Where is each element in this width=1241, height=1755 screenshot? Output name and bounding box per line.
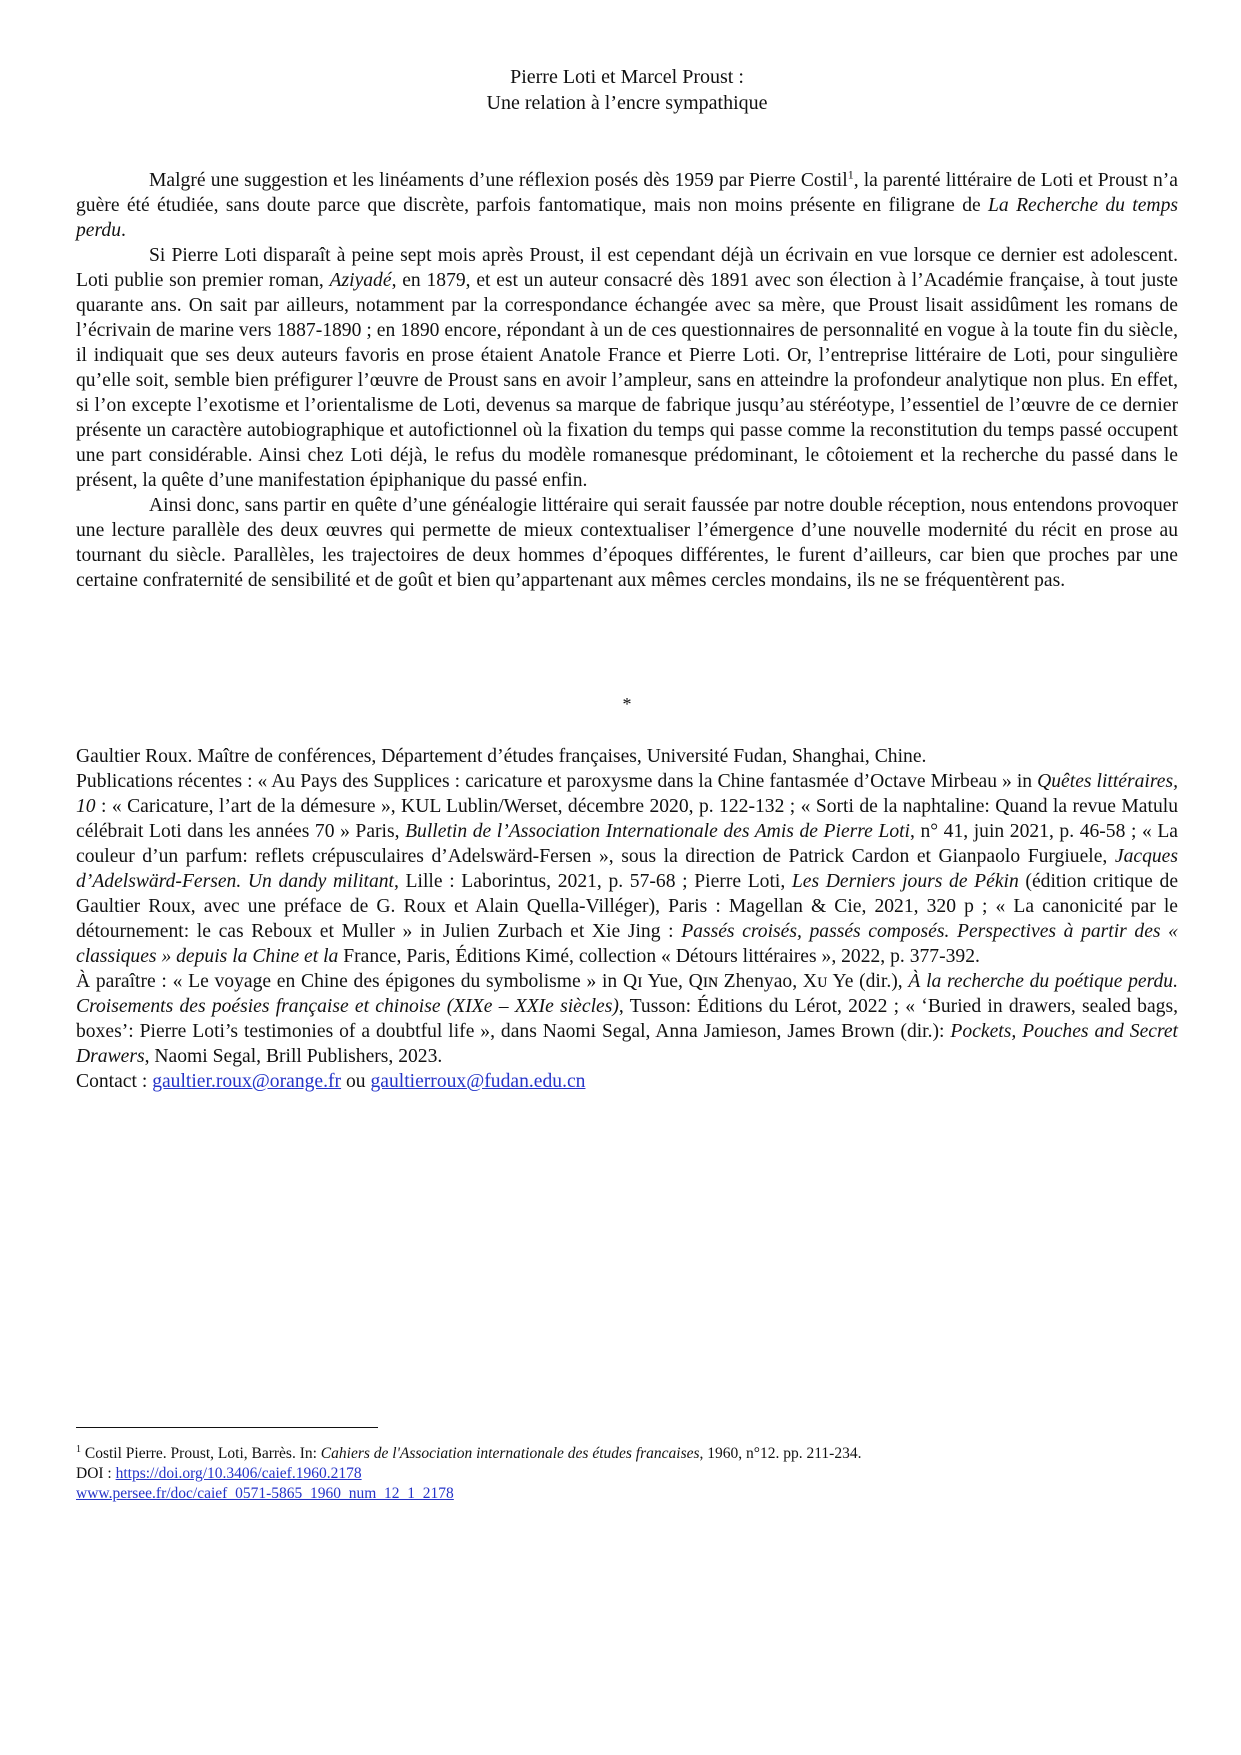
author-bio [76, 744, 1178, 1094]
author-affiliation: Gaultier Roux. Maître de conférences, Département d’études françaises, Université Fudan, Shanghai, Chine. [76, 746, 927, 767]
forthcoming-publications: À paraître : « Le voyage en Chine des épigones du symbolisme » in Qɪ Yue, Qɪɴ Zhenyao, Xᴜ Ye (dir.), À la recherche du poétique perdu. Croisements des poésies française et chinoise (XIXe – XXIe siècles), Tusson: Éditions du Lérot, 2022 ; « ‘Buried in drawers, sealed bags, boxes’: Pierre Loti’s testimonies of a doubtful life », dans Naomi Segal, Anna Jamieson, James Brown (dir.): Pockets, Pouches and Secret Drawers, Naomi Segal, Brill Publishers, 2023. [76, 971, 1179, 1067]
book-title: Aziyadé [329, 270, 392, 291]
document-title [76, 64, 1178, 116]
persee-link[interactable]: www.persee.fr/doc/caief_0571-5865_1960_num_12_1_2178 [76, 1485, 454, 1503]
email-link-orange[interactable]: gaultier.roux@orange.fr [152, 1071, 342, 1092]
article-body [76, 168, 1178, 593]
paragraph-2: Si Pierre Loti disparaît à peine sept mois après Proust, il est cependant déjà un écrivain en vue lorsque ce dernier est adolescent. Loti publie son premier roman, Aziyadé, en 1879, et est un auteur consacré dès 1891 avec son élection à l’Académie française, à tout juste quarante ans. On sait par ailleurs, notamment par la correspondance échangée avec sa mère, que Proust lisait assidûment les romans de l’écrivain de marine vers 1887-1890 ; en 1890 encore, répondant à un de ces questionnaires de personnalité en vogue à la toute fin du siècle, il indiquait que ses deux auteurs favoris en prose étaient Anatole France et Pierre Loti. Or, l’entreprise littéraire de Loti, pour singulière qu’elle soit, semble bien préfigurer l’œuvre de Proust sans en avoir l’ampleur, sans en atteindre la profondeur analytique non plus. En effet, si l’on excepte l’exotisme et l’orientalisme de Loti, devenus sa marque de fabrique jusqu’au stéréotype, l’essentiel de l’œuvre de ce dernier présente un caractère autobiographique et autofictionnel où la fixation du temps qui passe comme la reconstitution du temps passé occupent une part considérable. Ainsi chez Loti déjà, le refus du modèle romanesque prédominant, le côtoiement et la recherche du passé dans le présent, la quête d’une manifestation épiphanique du passé enfin. [76, 245, 1178, 491]
footnote-persee [76, 1484, 1178, 1504]
title-line-1: Pierre Loti et Marcel Proust : [510, 66, 744, 88]
footnote-number: 1 [76, 1444, 81, 1455]
paragraph-3: Ainsi donc, sans partir en quête d’une généalogie littéraire qui serait faussée par notre double réception, nous entendons provoquer une lecture parallèle des deux œuvres qui permette de mieux contextualiser l’émergence d’une nouvelle modernité du récit en prose au tournant du siècle. Parallèles, les trajectoires de deux hommes d’époques différentes, le furent d’ailleurs, car bien que proches par une certaine confraternité de sensibilité et de goût et bien qu’appartenant aux mêmes cercles mondains, ils ne se fréquentèrent pas. [76, 495, 1178, 591]
title-line-2: Une relation à l’encre sympathique [486, 92, 768, 114]
footnote-citation: $^1$ Costil Pierre. Proust, Loti, Barrès. In: Cahiers de l'Association internationale des études francaises, 1960, n°12. pp. 211-234. [76, 1444, 862, 1463]
footnote-divider [76, 1427, 378, 1428]
section-separator: * [622, 694, 632, 714]
contact-line: Contact : gaultier.roux@orange.fr ou gaultierroux@fudan.edu.cn [76, 1071, 586, 1092]
footnote [76, 1440, 1178, 1504]
doi-link[interactable]: https://doi.org/10.3406/caief.1960.2178 [115, 1465, 362, 1483]
paragraph-1: Malgré une suggestion et les linéaments d’une réflexion posés dès 1959 par Pierre Costil$^1$, la parenté littéraire de Loti et Proust n’a guère été étudiée, sans doute parce que discrète, parfois fantomatique, mais non moins présente en filigrane de La Recherche du temps perdu. [76, 167, 1178, 241]
footnote-doi: DOI : https://doi.org/10.3406/caief.1960.2178 [76, 1465, 362, 1483]
book-title: La Recherche du temps perdu [76, 195, 1178, 241]
footnote-ref-1[interactable]: 1 [847, 167, 854, 182]
email-link-fudan[interactable]: gaultierroux@fudan.edu.cn [370, 1071, 586, 1092]
recent-publications: Publications récentes : « Au Pays des Supplices : caricature et paroxysme dans la Chine fantasmée d’Octave Mirbeau » in Quêtes littéraires, 10 : « Caricature, l’art de la démesure », KUL Lublin/Werset, décembre 2020, p. 122-132 ; « Sorti de la naphtaline: Quand la revue Matulu célébrait Loti dans les années 70 » Paris, Bulletin de l’Association Internationale des Amis de Pierre Loti, n° 41, juin 2021, p. 46-58 ; « La couleur d’un parfum: reflets crépusculaires d’Adelswärd-Fersen », sous la direction de Patrick Cardon et Gianpaolo Furgiuele, Jacques d’Adelswärd-Fersen. Un dandy militant, Lille : Laborintus, 2021, p. 57-68 ; Pierre Loti, Les Derniers jours de Pékin (édition critique de Gaultier Roux, avec une préface de G. Roux et Alain Quella-Villéger), Paris : Magellan & Cie, 2021, 320 p ; « La canonicité par le détournement: le cas Reboux et Muller » in Julien Zurbach et Xie Jing : Passés croisés, passés composés. Perspectives à partir des « classiques » depuis la Chine et la France, Paris, Éditions Kimé, collection « Détours littéraires », 2022, p. 377-392. [76, 771, 1179, 967]
